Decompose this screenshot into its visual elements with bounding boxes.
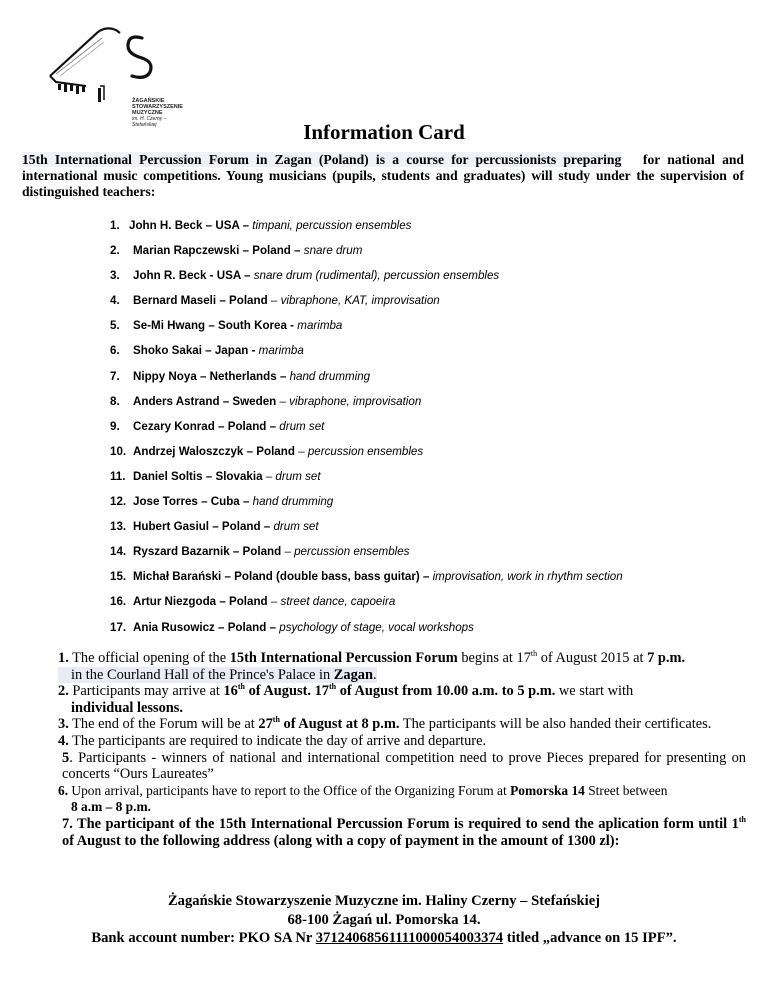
teacher-specialty: drum set	[273, 520, 319, 534]
teacher-name: Nippy Noya – Netherlands –	[133, 369, 287, 383]
teacher-item	[110, 470, 623, 495]
rule-3-day: 27	[258, 716, 273, 733]
teacher-item	[110, 219, 623, 244]
teacher-specialty: snare drum	[303, 244, 363, 258]
rule-3-text-d: The participants will be also handed their certificates.	[402, 716, 712, 733]
rule-2-text-c: of August. 17	[248, 683, 329, 700]
teacher-item	[110, 420, 623, 445]
bank-label: Bank account number: PKO SA Nr	[91, 930, 313, 946]
rule-1-text-a: The official opening of the	[72, 650, 227, 666]
teacher-specialty: – street dance, capoeira	[270, 595, 396, 609]
teacher-specialty: – percussion ensembles	[284, 545, 410, 559]
rule-2-text-a: Participants may arrive at	[72, 683, 220, 700]
teacher-item	[110, 595, 623, 620]
logo-line-1: ŻAGAŃSKIE	[132, 98, 165, 104]
rule-3-sup: th	[272, 715, 280, 725]
teacher-specialty: improvisation, work in rhythm section	[432, 570, 623, 584]
rule-1-text-d: of August 2015 at	[540, 650, 644, 666]
rule-6-text-c: Street between	[588, 782, 668, 798]
teacher-number: 4.	[110, 294, 120, 308]
teacher-number: 11.	[110, 469, 126, 483]
teacher-specialty: marimba	[297, 319, 343, 333]
teacher-name: Artur Niezgoda – Poland	[133, 595, 268, 609]
teacher-number: 15.	[110, 570, 127, 584]
rule-2	[58, 683, 746, 716]
address-line-1: Żagańskie Stowarzyszenie Muzyczne im. Haliny Czerny – Stefańskiej	[167, 893, 601, 909]
teacher-specialty: timpani, percussion ensembles	[252, 219, 412, 232]
rule-2-text-d: of August from 10.00 a.m. to 5 p.m.	[339, 683, 556, 700]
rule-3-number: 3.	[58, 716, 69, 733]
rule-6-text-a: Upon arrival, participants have to report to the Office of the Organizing Forum at	[71, 782, 507, 798]
rule-2-text-f: individual lessons.	[71, 699, 183, 716]
teacher-item	[110, 445, 623, 470]
rule-7-text-a: 7. The participant of the 15th International Percussion Forum is required to send the aplication form until 1	[62, 815, 739, 832]
rule-1-end: .	[372, 666, 377, 683]
rule-7-sup: th	[738, 815, 746, 825]
teacher-item	[110, 370, 623, 395]
teacher-number: 12.	[110, 495, 127, 509]
rule-1-text-c: begins at 17	[461, 650, 531, 666]
page-title: Information Card	[303, 120, 465, 144]
organization-logo	[46, 24, 186, 128]
rule-4-text: The participants are required to indicate the day of arrive and departure.	[72, 732, 487, 749]
logo-line-3: MUZYCZNE	[132, 110, 163, 116]
teacher-specialty: hand drumming	[289, 369, 371, 383]
teacher-name: Hubert Gasiul – Poland –	[133, 520, 271, 534]
rule-1-city: Zagan	[333, 666, 373, 683]
teacher-number: 14.	[110, 545, 127, 559]
teacher-item	[110, 319, 623, 344]
teacher-name: Jose Torres – Cuba –	[133, 495, 250, 509]
rule-2-number: 2.	[58, 683, 69, 700]
teacher-specialty: hand drumming	[252, 495, 334, 509]
teacher-name: John R. Beck - USA –	[133, 269, 251, 283]
address-block	[0, 892, 768, 948]
teacher-item	[110, 545, 623, 570]
transfer-title: titled „advance on 15 IPF”.	[506, 930, 677, 946]
teacher-number: 9.	[110, 419, 120, 433]
rule-6	[58, 783, 746, 816]
teacher-number: 5.	[110, 319, 120, 333]
teacher-item	[110, 520, 623, 545]
teacher-number: 8.	[110, 394, 120, 408]
teacher-name: Anders Astrand – Sweden	[133, 394, 277, 408]
rule-5-text: . Participants - winners of national and international competition need to prove Pieces prepared for presenting on concerts “Ours Laureates”	[62, 749, 746, 783]
rule-6-street: Pomorska 14	[510, 782, 585, 798]
rule-5	[58, 750, 746, 783]
teacher-item	[110, 570, 623, 595]
intro-paragraph	[22, 152, 744, 200]
rule-5-number: 5	[62, 749, 70, 766]
logo-line-4: im. H. Czerny – Stefańskiej	[132, 116, 167, 128]
teacher-specialty: snare drum (rudimental), percussion ensembles	[253, 269, 500, 283]
intro-part-2: for national and international music competitions. Young musicians (pupils, students and graduates) will study under the supervision of distinguished teachers:	[22, 152, 744, 199]
teacher-item	[110, 621, 623, 646]
rule-7	[58, 816, 746, 849]
rule-1-highlight	[58, 667, 377, 683]
rule-2-day: 16	[223, 683, 238, 700]
teacher-specialty: – vibraphone, improvisation	[279, 394, 422, 408]
rule-6-number: 6.	[58, 782, 69, 798]
teacher-name: Ania Rusowicz – Poland –	[133, 620, 277, 634]
teacher-item	[110, 269, 623, 294]
logo-line-2: STOWARZYSZENIE	[132, 104, 183, 110]
bank-account-line	[0, 929, 768, 948]
teacher-number: 7.	[110, 369, 120, 383]
rule-1	[58, 650, 746, 683]
teacher-name: Ryszard Bazarnik – Poland	[133, 545, 282, 559]
teacher-number: 1.	[110, 219, 120, 232]
intro-part-1: 15th International Percussion Forum in Zagan (Poland) is a course for percussionists preparing	[22, 152, 622, 167]
teacher-specialty: – vibraphone, KAT, improvisation	[270, 294, 440, 308]
teacher-item	[110, 294, 623, 319]
teacher-number: 16.	[110, 595, 127, 609]
rule-1-time: 7 p.m.	[647, 650, 686, 666]
teacher-item	[110, 244, 623, 269]
teacher-specialty: drum set	[279, 419, 325, 433]
rule-2-text-e: we start with	[558, 683, 634, 700]
teacher-number: 3.	[110, 269, 120, 283]
rules-section	[58, 650, 746, 849]
address-line-2: 68-100 Żagań ul. Pomorska 14.	[287, 911, 481, 928]
teacher-number: 6.	[110, 344, 120, 358]
rule-2-sup-2: th	[328, 682, 337, 692]
teacher-specialty: – percussion ensembles	[298, 444, 424, 458]
teacher-number: 2.	[110, 244, 120, 258]
rule-1-forum-name: 15th International Percussion Forum	[229, 650, 458, 666]
teacher-number: 13.	[110, 520, 127, 534]
bank-account-number: 37124068561111000054003374	[315, 930, 504, 946]
teacher-name: Michał Barański – Poland (double bass, bass guitar) –	[133, 570, 430, 584]
rule-1-sup: th	[530, 649, 538, 659]
teacher-specialty: psychology of stage, vocal workshops	[279, 620, 474, 634]
rule-3-text-a: The end of the Forum will be at	[72, 716, 255, 733]
teachers-list	[110, 219, 623, 646]
teacher-name: Shoko Sakai – Japan -	[133, 344, 256, 358]
teacher-name: Andrzej Waloszczyk – Poland	[133, 444, 295, 458]
teacher-item	[110, 395, 623, 420]
teacher-item	[110, 495, 623, 520]
teacher-specialty: marimba	[258, 344, 304, 358]
teacher-specialty: – drum set	[265, 469, 321, 483]
rule-1-number: 1.	[58, 650, 69, 666]
rule-3	[58, 716, 746, 733]
rule-4	[58, 733, 746, 750]
rule-1-text-f: in the Courland Hall of the Prince's Palace in	[71, 666, 331, 683]
rule-3-text-c: of August at 8 p.m.	[283, 716, 400, 733]
teacher-name: Marian Rapczewski – Poland –	[133, 244, 301, 258]
teacher-name: Bernard Maseli – Poland	[133, 294, 268, 308]
teacher-name: Se-Mi Hwang – South Korea -	[133, 319, 295, 333]
rule-7-text-b: of August to the following address (along with a copy of payment in the amount of 1300 zl):	[62, 832, 620, 849]
rule-6-hours: 8 a.m – 8 p.m.	[71, 799, 151, 815]
teacher-item	[110, 344, 623, 369]
teacher-name: Cezary Konrad – Poland –	[133, 419, 277, 433]
rule-4-number: 4.	[58, 732, 69, 749]
teacher-name: Daniel Soltis – Slovakia	[133, 469, 263, 483]
rule-2-sup-1: th	[237, 682, 245, 692]
teacher-number: 10.	[110, 444, 127, 458]
teacher-number: 17.	[110, 620, 127, 634]
teacher-name: John H. Beck – USA –	[129, 219, 250, 232]
